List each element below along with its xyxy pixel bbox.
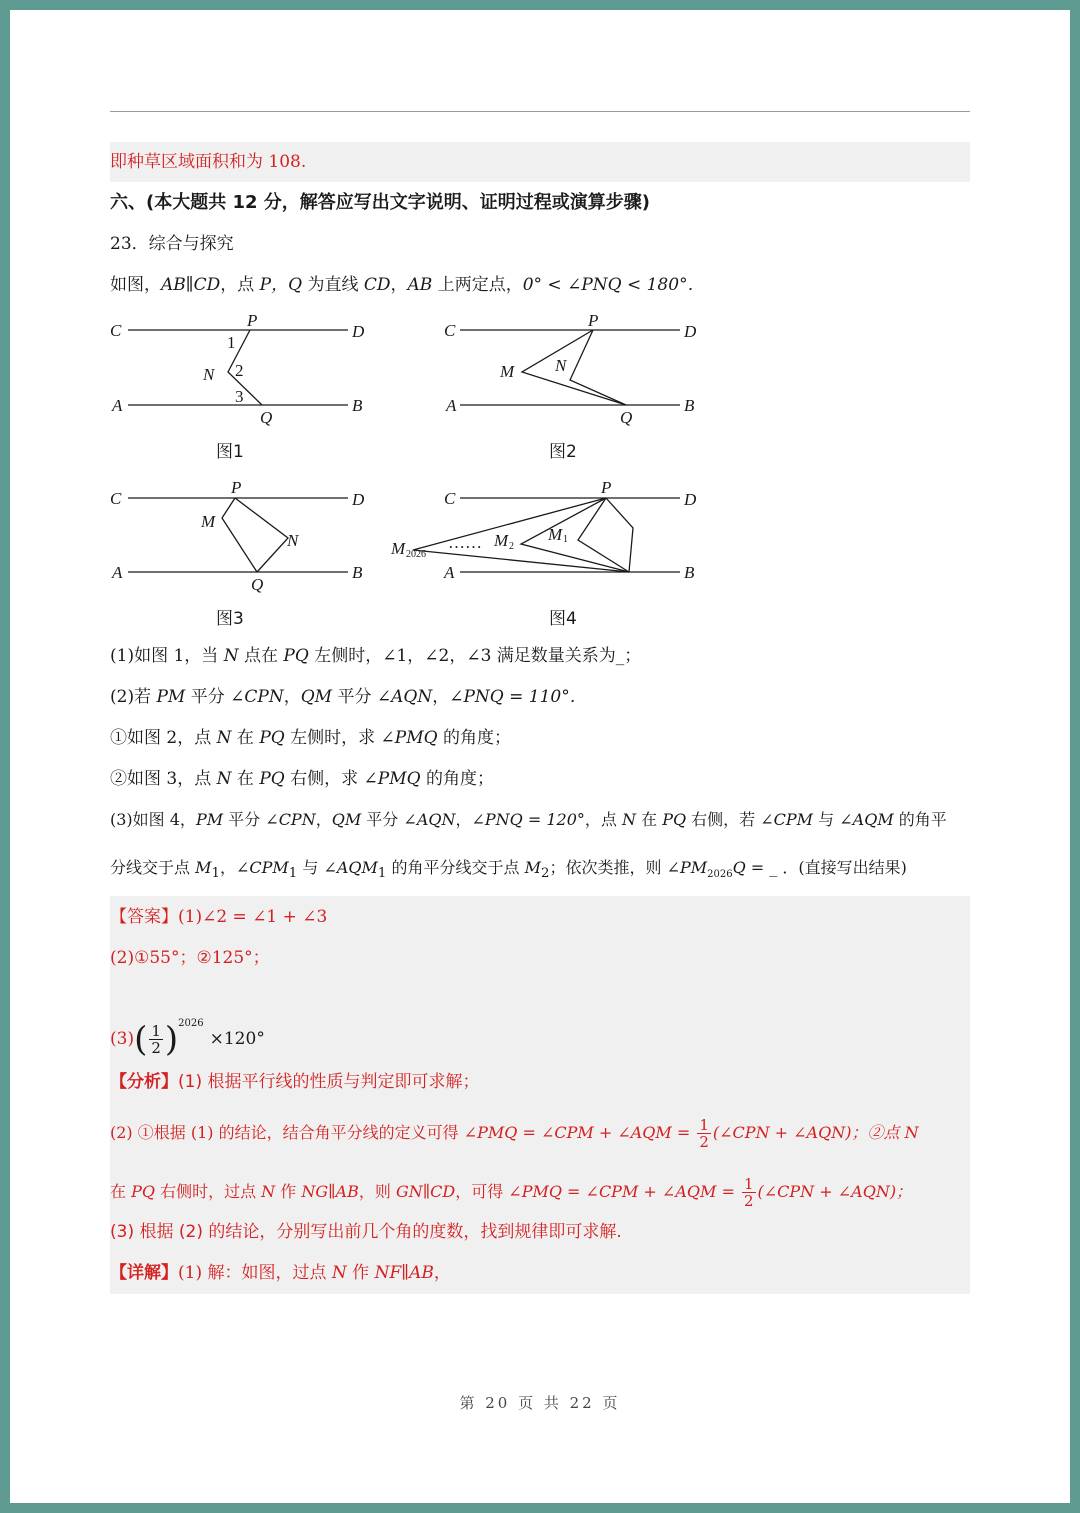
numerator: 1 bbox=[743, 1175, 754, 1193]
text: (2) ①根据 (1) 的结论，结合角平分线的定义可得 bbox=[110, 1123, 464, 1142]
answer-3-prefix: (3) bbox=[110, 1029, 135, 1049]
analysis-line-2 bbox=[110, 1113, 919, 1153]
denominator: 2 bbox=[743, 1192, 754, 1210]
math: AB∥CD bbox=[161, 275, 221, 295]
math: QM bbox=[331, 810, 362, 829]
label-M: M bbox=[500, 362, 515, 381]
answer-prev: 即种草区域面积和为 108. bbox=[110, 152, 307, 172]
math: P，Q bbox=[259, 275, 303, 295]
figure-1-caption: 图1 bbox=[216, 442, 244, 462]
text: 的角平 bbox=[893, 810, 947, 829]
math: PQ bbox=[259, 769, 285, 789]
math: ∠PMQ bbox=[380, 728, 438, 748]
problem-number: 23．综合与探究 bbox=[110, 234, 234, 254]
answer-3-tail: ×120° bbox=[209, 1029, 265, 1049]
label-P: P bbox=[601, 478, 612, 497]
text: 的角度； bbox=[437, 728, 511, 748]
label-M2-sub: 2 bbox=[509, 541, 514, 552]
analysis-line-3 bbox=[110, 1172, 912, 1212]
math: N bbox=[216, 728, 232, 748]
figure-4-caption: 图4 bbox=[549, 609, 577, 629]
text: ①如图 2，点 bbox=[110, 728, 217, 748]
text: 上两定点， bbox=[432, 275, 523, 295]
fraction bbox=[742, 1176, 756, 1209]
math: N bbox=[904, 1123, 919, 1142]
path-pm2q bbox=[521, 498, 629, 572]
text: 右侧，若 bbox=[686, 810, 761, 829]
label-dots: …… bbox=[448, 533, 482, 552]
label-C: C bbox=[110, 489, 122, 508]
text: 与 bbox=[297, 858, 324, 877]
label-M2026-sub: 2026 bbox=[406, 549, 426, 560]
text: 右侧，求 bbox=[284, 769, 364, 789]
math: N bbox=[216, 769, 232, 789]
label-B: B bbox=[352, 396, 363, 415]
math: M bbox=[195, 858, 212, 877]
label-B: B bbox=[352, 563, 363, 582]
text: ， bbox=[219, 858, 236, 877]
label-Q: Q bbox=[620, 408, 633, 427]
question-3-line-2 bbox=[110, 856, 907, 887]
text: 平分 bbox=[223, 810, 266, 829]
math: AB bbox=[407, 275, 433, 295]
text: (1) 解：如图，过点 bbox=[178, 1263, 332, 1283]
label-D: D bbox=[684, 322, 697, 341]
text: ，则 bbox=[358, 1182, 396, 1201]
text: ， bbox=[433, 1263, 451, 1283]
label-N: N bbox=[287, 531, 299, 550]
label-M1: M bbox=[548, 525, 563, 544]
path-pm2026q bbox=[413, 498, 629, 572]
label-P: P bbox=[588, 311, 599, 330]
answer-line-2: (2)①55°；②125°； bbox=[110, 948, 270, 968]
math: PQ bbox=[283, 646, 309, 666]
label-B: B bbox=[684, 396, 695, 415]
label-P: P bbox=[231, 478, 242, 497]
text: 平分 bbox=[332, 687, 377, 707]
analysis-1: (1) 根据平行线的性质与判定即可求解； bbox=[178, 1072, 480, 1092]
answer-1: (1)∠2 = ∠1 + ∠3 bbox=[178, 907, 328, 927]
figure-2-caption: 图2 bbox=[549, 442, 577, 462]
text: 点在 bbox=[238, 646, 284, 666]
text: 在 bbox=[231, 728, 260, 748]
math: ∠AQN bbox=[403, 810, 456, 829]
label-C: C bbox=[110, 321, 122, 340]
detail-tag: 【详解】 bbox=[110, 1263, 178, 1283]
text: (1)如图 1，当 bbox=[110, 646, 224, 666]
label-M1-sub: 1 bbox=[563, 534, 568, 545]
math: (∠CPN + ∠AQN)； bbox=[757, 1182, 913, 1201]
label-C: C bbox=[444, 321, 456, 340]
label-M2: M bbox=[494, 531, 509, 550]
text: ，点 bbox=[584, 810, 622, 829]
denominator: 2 bbox=[151, 1039, 161, 1057]
label-M: M bbox=[201, 512, 216, 531]
page-footer: 第 20 页 共 22 页 bbox=[459, 1394, 621, 1412]
text: 的角平分线交于点 bbox=[386, 858, 525, 877]
answer-tag: 【答案】 bbox=[110, 907, 178, 927]
text: 与 bbox=[813, 810, 840, 829]
label-A: A bbox=[112, 396, 123, 415]
label-D: D bbox=[352, 490, 365, 509]
answer-line-1 bbox=[110, 905, 327, 929]
subscript: 2026 bbox=[707, 869, 733, 881]
label-D: D bbox=[684, 490, 697, 509]
section-title: 六、(本大题共 12 分，解答应写出文字说明、证明过程或演算步骤) bbox=[110, 192, 651, 213]
math: NF∥AB bbox=[374, 1263, 434, 1283]
math: PM bbox=[195, 810, 224, 829]
paren-right: ) bbox=[164, 1019, 179, 1060]
label-D: D bbox=[352, 322, 365, 341]
text: ， bbox=[455, 810, 472, 829]
label-N: N bbox=[555, 356, 567, 375]
text: 作 bbox=[346, 1263, 375, 1283]
math: 0° < ∠PNQ < 180°． bbox=[522, 275, 705, 295]
paren-left: ( bbox=[134, 1019, 148, 1060]
math: PQ bbox=[259, 728, 285, 748]
path-pnq bbox=[606, 498, 633, 572]
math: QM bbox=[300, 687, 333, 707]
math: ∠AQM bbox=[323, 858, 378, 877]
label-Q: Q bbox=[251, 575, 264, 594]
text: 为直线 bbox=[302, 275, 364, 295]
analysis-line-4: (3) 根据 (2) 的结论，分别写出前几个角的度数，找到规律即可求解. bbox=[110, 1222, 622, 1242]
label-Q: Q bbox=[260, 408, 273, 427]
fraction bbox=[697, 1117, 711, 1150]
math: ∠AQM bbox=[839, 810, 894, 829]
denominator: 2 bbox=[699, 1133, 709, 1151]
math: ∠CPM bbox=[760, 810, 814, 829]
text: ②如图 3，点 bbox=[110, 769, 217, 789]
label-A: A bbox=[112, 563, 123, 582]
text: 左侧时，∠1，∠2，∠3 满足数量关系为_； bbox=[308, 646, 642, 666]
math: CD bbox=[363, 275, 391, 295]
path-pnq bbox=[570, 330, 626, 405]
text: 在 bbox=[231, 769, 260, 789]
path-pmq bbox=[222, 498, 257, 572]
math: N bbox=[331, 1263, 347, 1283]
answer-line-3 bbox=[110, 994, 265, 1060]
text: 的角度； bbox=[420, 769, 494, 789]
math: ∠CPN bbox=[265, 810, 316, 829]
math: N bbox=[261, 1182, 276, 1201]
fraction bbox=[149, 1023, 163, 1056]
math: ∠PMQ bbox=[363, 769, 421, 789]
math: N bbox=[223, 646, 239, 666]
text: ；依次类推，则 bbox=[549, 858, 667, 877]
label-A: A bbox=[446, 396, 457, 415]
label-A: A bbox=[444, 563, 455, 582]
math: ∠PMQ = ∠CPM + ∠AQM = bbox=[463, 1123, 696, 1142]
label-C: C bbox=[444, 489, 456, 508]
path-pmq bbox=[522, 330, 626, 405]
text: 作 bbox=[275, 1182, 302, 1201]
figure-3-caption: 图3 bbox=[216, 609, 244, 629]
math: GN∥CD bbox=[395, 1182, 456, 1201]
label-P: P bbox=[247, 311, 258, 330]
math: ∠CPM bbox=[235, 858, 289, 877]
text: 在 bbox=[110, 1182, 132, 1201]
text: (3)如图 4， bbox=[110, 810, 196, 829]
text: 在 bbox=[636, 810, 663, 829]
text: 右侧时，过点 bbox=[154, 1182, 262, 1201]
math: M bbox=[524, 858, 541, 877]
question-2 bbox=[110, 685, 587, 709]
math: PQ bbox=[662, 810, 687, 829]
text: 平分 bbox=[361, 810, 404, 829]
label-angle-3: 3 bbox=[235, 387, 244, 406]
path-pnq bbox=[235, 498, 288, 572]
text: 分线交于点 bbox=[110, 858, 196, 877]
math: ∠PNQ = 120° bbox=[471, 810, 585, 829]
text: 如图， bbox=[110, 275, 161, 295]
numerator: 1 bbox=[699, 1116, 709, 1134]
label-angle-2: 2 bbox=[235, 361, 244, 380]
question-1 bbox=[110, 644, 641, 668]
subscript: 1 bbox=[288, 866, 298, 882]
math: ∠PMQ = ∠CPM + ∠AQM = bbox=[508, 1182, 740, 1201]
text: (2)若 bbox=[110, 687, 157, 707]
text: ， bbox=[432, 687, 450, 707]
subscript: 1 bbox=[377, 866, 387, 882]
subscript: 2 bbox=[540, 866, 550, 882]
text: ， bbox=[283, 687, 301, 707]
text: ， bbox=[315, 810, 332, 829]
text: ，可得 bbox=[455, 1182, 509, 1201]
math: ∠AQN bbox=[376, 687, 433, 707]
text: ，点 bbox=[220, 275, 260, 295]
text: = _ ．(直接写出结果) bbox=[745, 858, 907, 877]
label-M2026: M bbox=[391, 539, 406, 558]
math: PM bbox=[156, 687, 186, 707]
text: ， bbox=[390, 275, 408, 295]
numerator: 1 bbox=[151, 1022, 161, 1040]
analysis-tag: 【分析】 bbox=[110, 1072, 178, 1092]
math: ∠PNQ = 110°． bbox=[449, 687, 587, 707]
text: 左侧时，求 bbox=[284, 728, 381, 748]
math: PQ bbox=[131, 1182, 155, 1201]
math: N bbox=[622, 810, 636, 829]
question-2-1 bbox=[110, 726, 511, 750]
math: NG∥AB bbox=[301, 1182, 359, 1201]
subscript: 1 bbox=[211, 866, 220, 882]
math: ∠PM bbox=[666, 858, 708, 877]
question-3-line-1 bbox=[110, 808, 947, 832]
math: ∠CPN bbox=[230, 687, 284, 707]
question-2-2 bbox=[110, 767, 494, 791]
document-page bbox=[10, 10, 1070, 1503]
label-N: N bbox=[203, 365, 215, 384]
text: 平分 bbox=[185, 687, 231, 707]
detail-line bbox=[110, 1261, 451, 1285]
math: (∠CPN + ∠AQN)；②点 bbox=[712, 1123, 905, 1142]
exponent: 2026 bbox=[178, 1018, 204, 1029]
label-angle-1: 1 bbox=[227, 333, 236, 352]
analysis-line-1 bbox=[110, 1070, 479, 1094]
label-B: B bbox=[684, 563, 695, 582]
math: Q bbox=[732, 858, 746, 877]
